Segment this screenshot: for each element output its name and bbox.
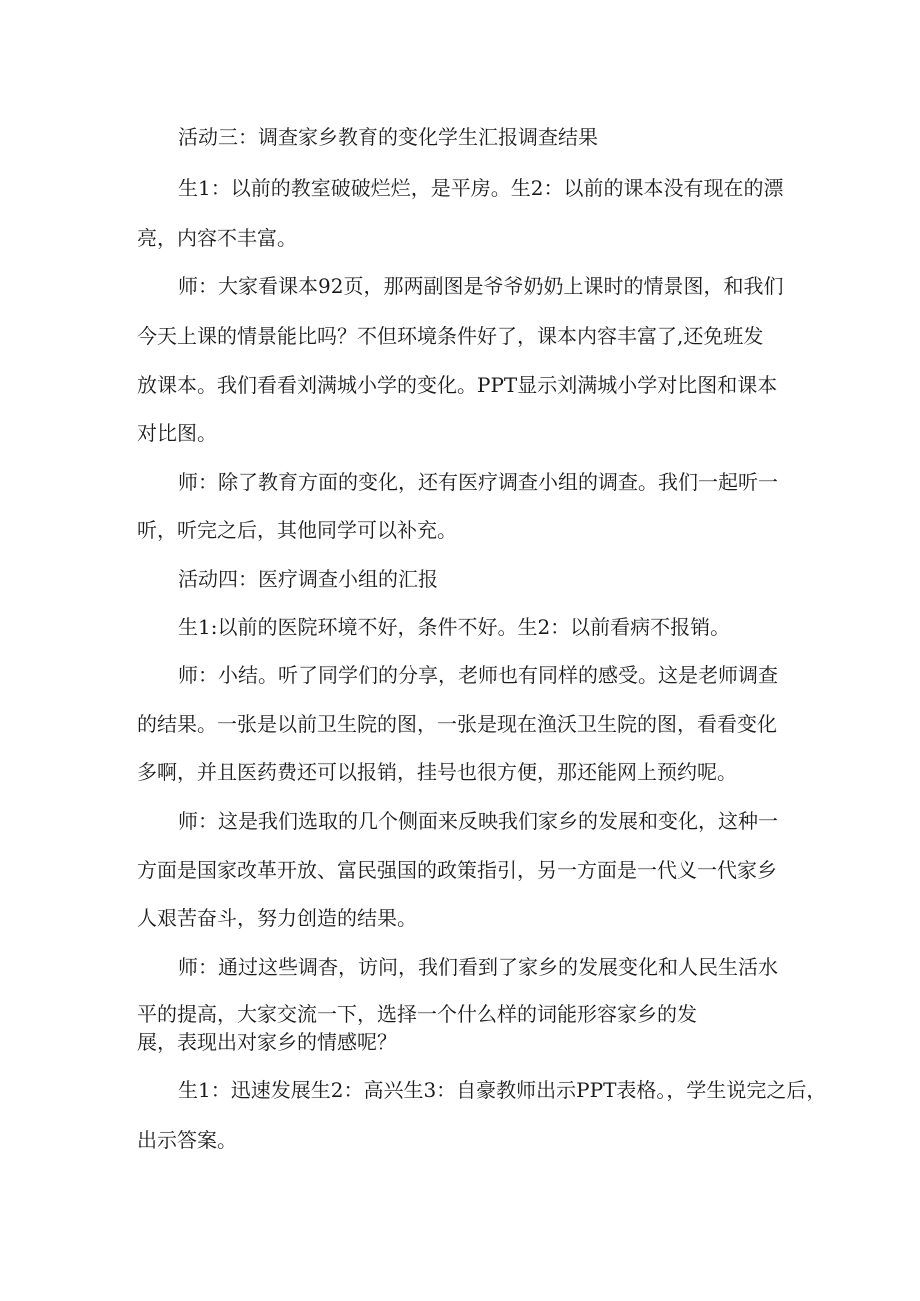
paragraph-student-answers-line-2: 出示答案。 xyxy=(137,1128,237,1152)
paragraph-student-answers-line-1: 生1：迅速发展生2：高兴生3：自豪教师出示PPT表格。，学生说完之后， xyxy=(178,1078,827,1102)
paragraph-teacher-medical-line-1: 师：除了教育方面的变化，还有医疗调查小组的调查。我们一起听一 xyxy=(178,470,778,494)
paragraph-teacher-summary-line-1: 师：小结。听了同学们的分享，老师也有同样的感受。这是老师调查 xyxy=(178,663,778,687)
paragraph-teacher-summary-line-2: 的结果。一张是以前卫生院的图，一张是现在渔沃卫生院的图，看看变化 xyxy=(137,712,777,736)
paragraph-teacher-summary-line-3: 多啊，并且医药费还可以报销，挂号也很方便，那还能网上预约呢。 xyxy=(137,760,737,784)
paragraph-teacher-textbook-line-4: 对比图。 xyxy=(137,421,217,445)
paragraph-teacher-question-line-3: 展，表现出对家乡的情感呢？ xyxy=(137,1030,397,1054)
paragraph-teacher-textbook-line-1: 师：大家看课本92页，那两副图是爷爷奶奶上课时的情景图，和我们 xyxy=(178,274,784,298)
paragraph-student-medical-report: 生1:以前的医院环境不好，条件不好。生2：以前看病不报销。 xyxy=(178,615,731,639)
paragraph-teacher-medical-line-2: 听，听完之后，其他同学可以补充。 xyxy=(137,518,457,542)
paragraph-teacher-question-line-2: 平的提高，大家交流一下，选择一个什么样的词能形容家乡的发 xyxy=(137,1002,697,1026)
paragraph-teacher-question-line-1: 师：通过这些调杳，访问，我们看到了家乡的发展变化和人民生活水 xyxy=(178,955,778,979)
paragraph-activity-three-heading: 活动三：调查家乡教育的变化学生汇报调查结果 xyxy=(178,125,598,149)
paragraph-teacher-textbook-line-2: 今天上课的情景能比吗？不但环境条件好了，课本内容丰富了,还免班发 xyxy=(137,324,764,348)
paragraph-activity-four-heading: 活动四：医疗调查小组的汇报 xyxy=(178,567,438,591)
paragraph-student-report-line-2: 亮，内容不丰富。 xyxy=(137,226,297,250)
paragraph-teacher-development-line-2: 方面是国家改革开放、富民强国的政策指引，另一方面是一代义一代家乡 xyxy=(137,858,777,882)
paragraph-teacher-textbook-line-3: 放课本。我们看看刘满城小学的变化。PPT显示刘满城小学对比图和课本 xyxy=(137,373,778,397)
paragraph-teacher-development-line-1: 师：这是我们选取的几个侧面来反映我们家乡的发展和变化，这种一 xyxy=(178,809,778,833)
paragraph-student-report-line-1: 生1：以前的教室破破烂烂，是平房。生2：以前的课本没有现在的漂 xyxy=(178,176,784,200)
paragraph-teacher-development-line-3: 人艰苦奋斗，努力创造的结果。 xyxy=(137,906,417,930)
